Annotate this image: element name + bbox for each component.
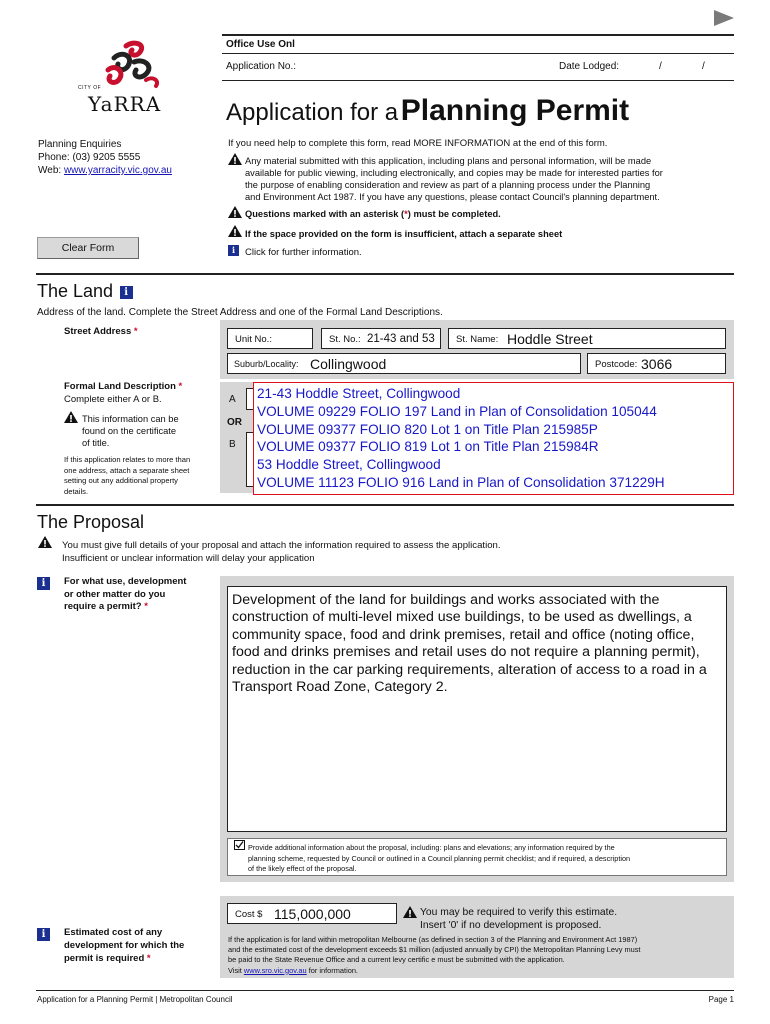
cost-question-line: Estimated cost of any	[64, 927, 163, 938]
warning-icon	[64, 411, 78, 426]
street-address-label: Street Address *	[64, 326, 138, 337]
street-name-field[interactable]	[448, 328, 726, 349]
land-description-line: VOLUME 09377 FOLIO 819 Lot 1 on Title Plan 215984R	[257, 439, 599, 455]
notice-line: Any material submitted with this application, including plans and personal information, will be made	[245, 156, 652, 166]
asterisk-notice-post: ) must be completed.	[407, 209, 501, 219]
notice-line: and Environment Act 1987. If you have any questions, please contact Council's planning department.	[245, 192, 660, 202]
use-question-line: or other matter do you	[64, 588, 166, 600]
cost-value: 115,000,000	[274, 906, 351, 922]
postcode-label: Postcode:	[595, 359, 638, 370]
notice-line: the purpose of enabling consideration and review as part of a planning process under the Planning	[245, 180, 651, 190]
certificate-note	[82, 413, 179, 449]
info-icon[interactable]: i	[120, 286, 133, 299]
sro-website-link[interactable]: www.sro.vic.gov.au	[243, 965, 307, 975]
unit-no-label: Unit No.:	[235, 334, 272, 345]
land-description-line: VOLUME 11123 FOLIO 916 Land in Plan of Consolidation 371229H	[257, 474, 665, 490]
proposal-description: Development of the land for buildings and works associated with the construction of multi-level mixed use buildings, to be used as dwellings, a community space, food and drink premises, retail and office (noting office, food and drinks premises and retail uses do not require a planning permit), reduction in the car parking requirements, alteration of access to a road in a Transport Road Zone, Category 2.	[232, 592, 707, 696]
info-icon[interactable]: i	[37, 928, 50, 941]
street-no-label: St. No.:	[329, 334, 361, 345]
additional-info-line: planning scheme, requested by Council or outlined in a Council planning permit checklist; and if required, a description	[248, 853, 631, 863]
certificate-note-line: of title.	[82, 438, 110, 448]
proposal-section-heading: The Proposal	[37, 512, 145, 532]
warning-icon	[38, 536, 52, 551]
clear-form-button[interactable]: Clear Form	[37, 237, 139, 259]
street-no-field[interactable]	[321, 328, 441, 349]
checklist-icon	[234, 840, 245, 853]
certificate-note-line: This information can be	[82, 414, 179, 424]
info-icon[interactable]: i	[228, 245, 239, 256]
verify-line: Insert '0' if no development is proposed.	[420, 920, 602, 931]
cost-label: Cost $	[235, 909, 263, 920]
multi-address-note-line: details.	[64, 486, 89, 496]
title-prefix: Application for a	[226, 99, 399, 126]
date-lodged-label: Date Lodged:	[559, 61, 620, 72]
street-address-label-text: Street Address	[64, 326, 132, 337]
insufficient-space-notice: If the space provided on the form is insufficient, attach a separate sheet	[245, 229, 563, 239]
cost-question-line: development for which the	[64, 940, 185, 951]
next-page-arrow-icon[interactable]	[712, 8, 736, 31]
levy-line: be paid to the State Revenue Office and a current levy certific e must be submitted with the application.	[228, 955, 565, 965]
visit-pre: Visit	[228, 965, 242, 975]
option-or-label: OR	[227, 417, 242, 428]
proposal-warning	[62, 539, 501, 565]
page-title	[226, 94, 629, 128]
asterisk-notice	[245, 209, 501, 219]
enquiries-label: Planning Enquiries	[38, 139, 122, 150]
street-name-value: Hoddle Street	[507, 331, 593, 347]
yarra-logo	[74, 40, 166, 118]
use-question: For what use, development or other matter do you require a permit? *	[64, 576, 187, 612]
levy-note	[228, 935, 640, 976]
council-website-link[interactable]: www.yarracity.vic.gov.au	[63, 165, 172, 176]
application-no-label: Application No.:	[226, 61, 297, 72]
logo-name: YaRRA	[88, 92, 162, 116]
multi-address-note-line: one address, attach a separate sheet	[64, 465, 190, 475]
date-separator: /	[702, 61, 705, 72]
phone: Phone: (03) 9205 5555	[38, 152, 141, 163]
land-description-line: 21-43 Hoddle Street, Collingwood	[257, 386, 461, 401]
certificate-note-line: found on the certificate	[82, 426, 177, 436]
additional-info-text	[248, 843, 630, 875]
option-b-label: B	[229, 439, 236, 450]
land-heading-text: The Land	[37, 281, 114, 301]
cost-field[interactable]	[227, 903, 397, 924]
unit-no-field[interactable]	[227, 328, 313, 349]
help-text: If you need help to complete this form, read MORE INFORMATION at the end of this form.	[228, 138, 608, 149]
levy-line: If the application is for land within metropolitan Melbourne (as defined in section 3 of the Planning and Environment Act 1987)	[228, 935, 638, 944]
cost-question-line: permit is required	[64, 953, 145, 964]
warning-icon	[228, 225, 242, 240]
land-subtitle: Address of the land. Complete the Street Address and one of the Formal Land Descriptions.	[37, 307, 443, 318]
use-question-line: require a permit?	[64, 601, 142, 612]
asterisk-mark: *	[404, 209, 408, 219]
suburb-label: Suburb/Locality:	[234, 359, 299, 369]
postcode-field[interactable]	[587, 353, 726, 374]
suburb-field[interactable]	[227, 353, 581, 374]
page-number: Page 1	[708, 995, 734, 1004]
verify-estimate-note	[420, 906, 617, 932]
land-description-overlay[interactable]	[253, 382, 734, 495]
additional-info-line: of the likely effect of the proposal.	[248, 864, 357, 873]
warning-icon	[228, 206, 242, 221]
additional-info-line: Provide additional information about the proposal, including: plans and elevations; any information required by the	[248, 843, 615, 852]
visit-post: for information.	[308, 965, 358, 975]
footer-left: Application for a Planning Permit | Metropolitan Council	[37, 995, 233, 1004]
office-use-heading: Office Use Onl	[226, 39, 295, 50]
click-info-text: Click for further information.	[245, 247, 362, 258]
multi-address-note-line: If this application relates to more than	[64, 455, 191, 464]
logo-city-of: CITY OF	[78, 85, 102, 91]
proposal-description-field[interactable]	[227, 586, 727, 832]
levy-line: and the estimated cost of the development exceeds $1 million (adjusted annually by CPI) the Metropolitan Planning Levy must	[228, 945, 641, 955]
formal-land-label: Formal Land Description *	[64, 381, 183, 392]
suburb-value: Collingwood	[310, 356, 387, 372]
warning-icon	[403, 906, 417, 921]
web-label: Web:	[38, 165, 62, 176]
formal-land-sub: Complete either A or B.	[64, 394, 162, 405]
verify-line: You may be required to verify this estimate.	[420, 907, 618, 918]
contact-block	[38, 138, 172, 177]
notice-line: available for public viewing, including electronically, and copies may be made for interested parties for	[245, 168, 663, 178]
use-question-line: For what use, development	[64, 576, 187, 587]
land-description-line: VOLUME 09229 FOLIO 197 Land in Plan of Consolidation 105044	[257, 403, 657, 419]
street-no-value: 21-43 and 53	[367, 333, 435, 345]
formal-land-label-text: Formal Land Description	[64, 381, 176, 392]
asterisk-notice-pre: Questions marked with an asterisk (	[245, 209, 405, 219]
land-section-heading	[37, 281, 133, 302]
multi-address-note	[64, 455, 190, 497]
proposal-warning-line: Insufficient or unclear information will delay your application	[62, 553, 315, 564]
warning-icon	[228, 153, 242, 168]
public-viewing-notice	[245, 155, 663, 203]
info-icon[interactable]: i	[37, 577, 50, 590]
multi-address-note-line: setting out any additional property	[64, 476, 178, 485]
postcode-value: 3066	[641, 356, 673, 372]
land-description-line: 53 Hoddle Street, Collingwood	[257, 457, 441, 473]
date-separator: /	[659, 61, 662, 72]
cost-question: Estimated cost of any development for which the permit is required *	[64, 927, 185, 964]
option-a-label: A	[229, 394, 236, 405]
street-name-label: St. Name:	[456, 334, 499, 345]
title-main: Planning Permit	[400, 94, 630, 127]
proposal-warning-line: You must give full details of your proposal and attach the information required to assess the application.	[62, 540, 501, 551]
land-description-line: VOLUME 09377 FOLIO 820 Lot 1 on Title Plan 215985P	[257, 421, 598, 437]
